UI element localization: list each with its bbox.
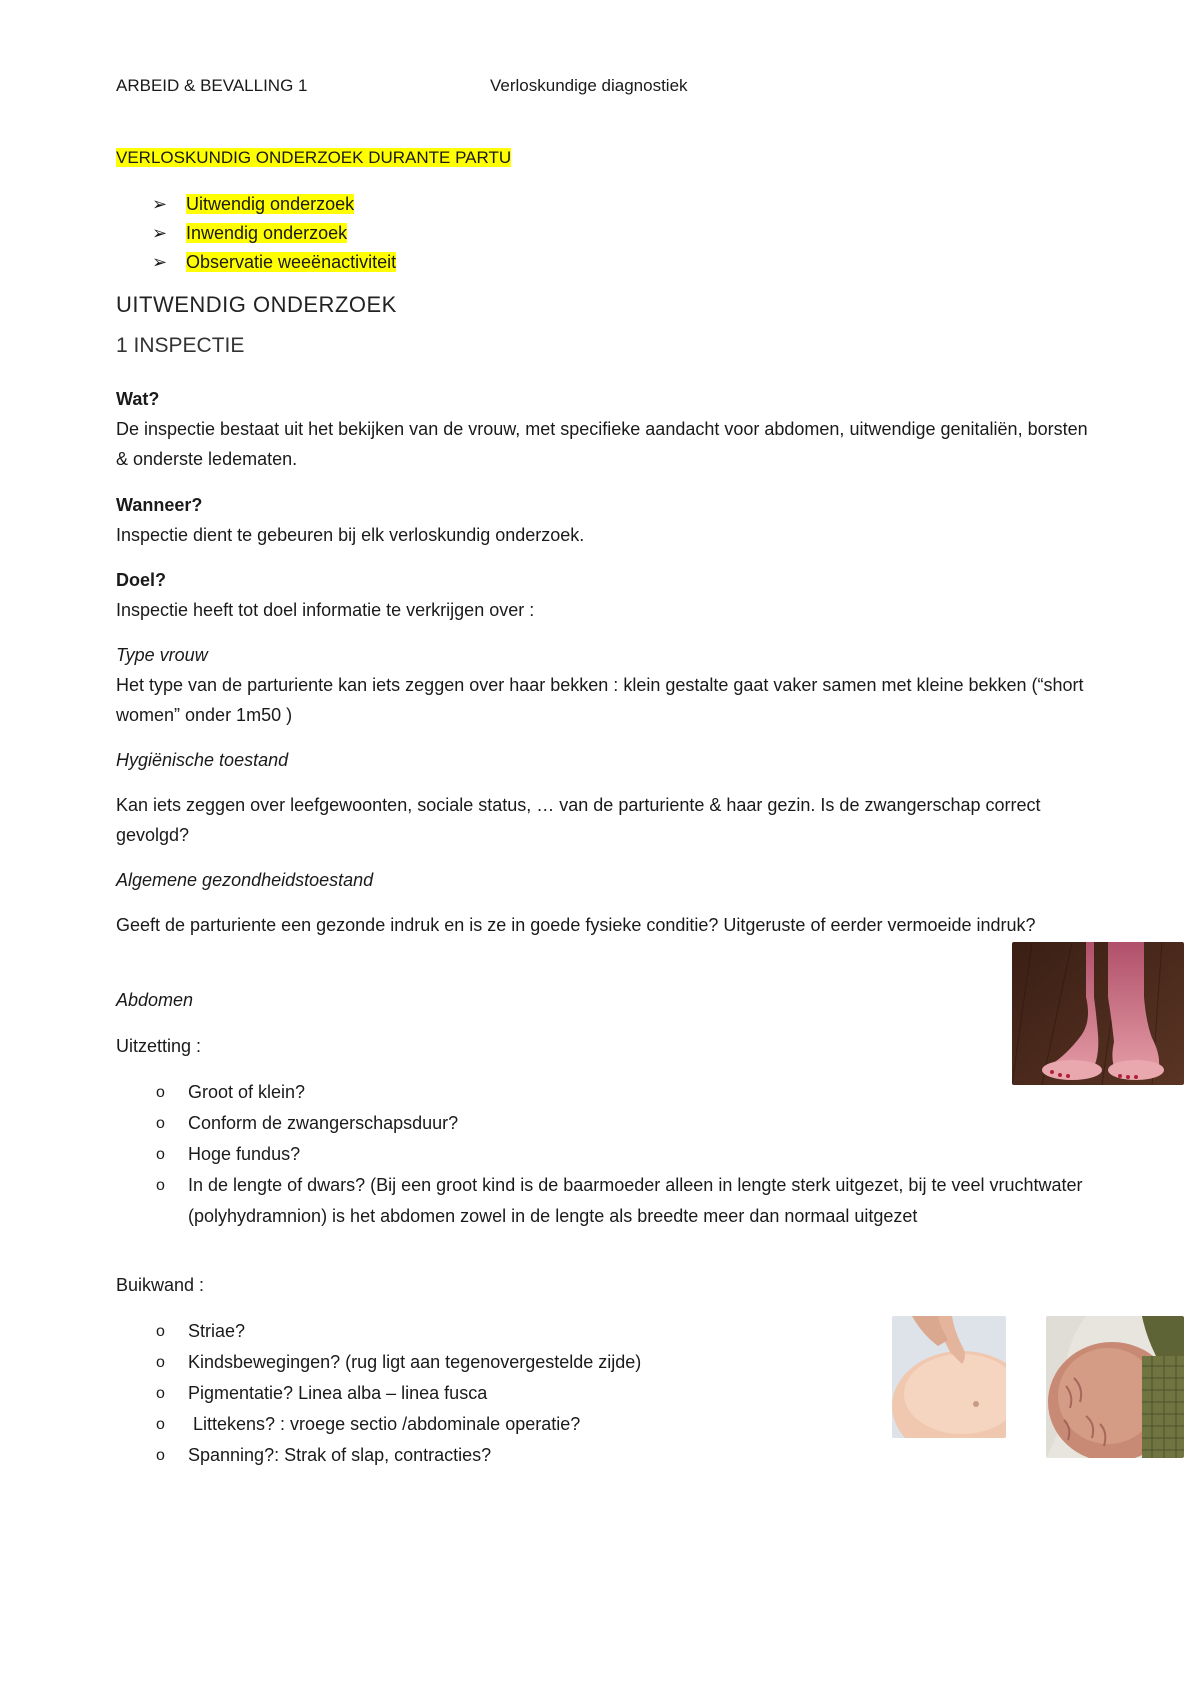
bullet-icon: o [156,1447,165,1464]
arrow-list-item: ➢ Inwendig onderzoek [152,219,396,248]
bullet-icon: o [156,1416,165,1433]
label-buikwand: Buikwand : [116,1275,205,1295]
list-item: o Spanning?: Strak of slap, contracties? [116,1440,916,1471]
block-wat [116,384,1096,474]
bullet-icon: o [156,1354,165,1371]
arrow-list-item: ➢ Observatie weeënactiviteit [152,248,396,277]
list-buikwand [116,1316,916,1471]
label-hygiene: Hygiënische toestand [116,750,289,770]
list-item: o Hoge fundus? [116,1139,1106,1170]
list-item: o Groot of klein? [116,1077,1106,1108]
photo-belly-palpation [892,1316,1006,1438]
text-doel: Inspectie heeft tot doel informatie te verkrijgen over : [116,600,535,620]
bullet-icon: o [156,1115,165,1132]
list-item: o Pigmentatie? Linea alba – linea fusca [116,1378,916,1409]
text-gezondheid: Geeft de parturiente een gezonde indruk en is ze in goede fysieke conditie? Uitgeruste of eerder vermoeide indruk? [116,915,1036,935]
heading-uitwendig-onderzoek: UITWENDIG ONDERZOEK [116,292,397,317]
text-wat: De inspectie bestaat uit het bekijken van de vrouw, met specifieke aandacht voor abdomen, uitwendige genitaliën, borsten & onderste ledematen. [116,419,1088,469]
label-wanneer: Wanneer? [116,495,203,515]
block-doel [116,565,1096,625]
list-item: o Kindsbewegingen? (rug ligt aan tegenovergestelde zijde) [116,1347,916,1378]
block-type-vrouw [116,640,1096,730]
label-wat: Wat? [116,389,160,409]
label-abdomen: Abdomen [116,990,194,1010]
label-doel: Doel? [116,570,167,590]
list-item: o Littekens? : vroege sectio /abdominale operatie? [116,1409,916,1440]
photo-swollen-feet [1012,942,1184,1085]
block-wanneer [116,490,1096,550]
bullet-icon: o [156,1177,165,1194]
arrow-list [152,190,396,277]
list-uitzetting [116,1077,1106,1232]
header-right: Verloskundige diagnostiek [490,76,688,95]
bullet-icon: o [156,1323,165,1340]
heading-inspectie: 1 INSPECTIE [116,334,245,357]
label-type-vrouw: Type vrouw [116,645,208,665]
label-gezondheid: Algemene gezondheidstoestand [116,870,374,890]
list-item: o Striae? [116,1316,916,1347]
list-item: o In de lengte of dwars? (Bij een groot kind is de baarmoeder alleen in lengte sterk uitgezet, bij te veel vruchtwater (polyhydramnion) is het abdomen zowel in de lengte als breedte meer dan normaal uitgezet [116,1170,1106,1232]
section-title: VERLOSKUNDIG ONDERZOEK DURANTE PARTU [116,148,512,167]
bullet-icon: o [156,1146,165,1163]
arrow-bullet-icon: ➢ [152,194,168,214]
list-item: o Conform de zwangerschapsduur? [116,1108,1106,1139]
photo-belly-striae [1046,1316,1184,1458]
arrow-list-item: ➢ Uitwendig onderzoek [152,190,396,219]
text-type-vrouw: Het type van de parturiente kan iets zeggen over haar bekken : klein gestalte gaat vaker samen met kleine bekken (“short women” onder 1m50 ) [116,675,1084,725]
label-uitzetting: Uitzetting : [116,1036,202,1056]
text-hygiene: Kan iets zeggen over leefgewoonten, sociale status, … van de parturiente & haar gezin. Is de zwangerschap correct gevolgd? [116,795,1041,845]
arrow-bullet-icon: ➢ [152,223,168,243]
header-left: ARBEID & BEVALLING 1 [116,76,308,95]
arrow-bullet-icon: ➢ [152,252,168,272]
bullet-icon: o [156,1385,165,1402]
text-wanneer: Inspectie dient te gebeuren bij elk verloskundig onderzoek. [116,525,585,545]
bullet-icon: o [156,1084,165,1101]
